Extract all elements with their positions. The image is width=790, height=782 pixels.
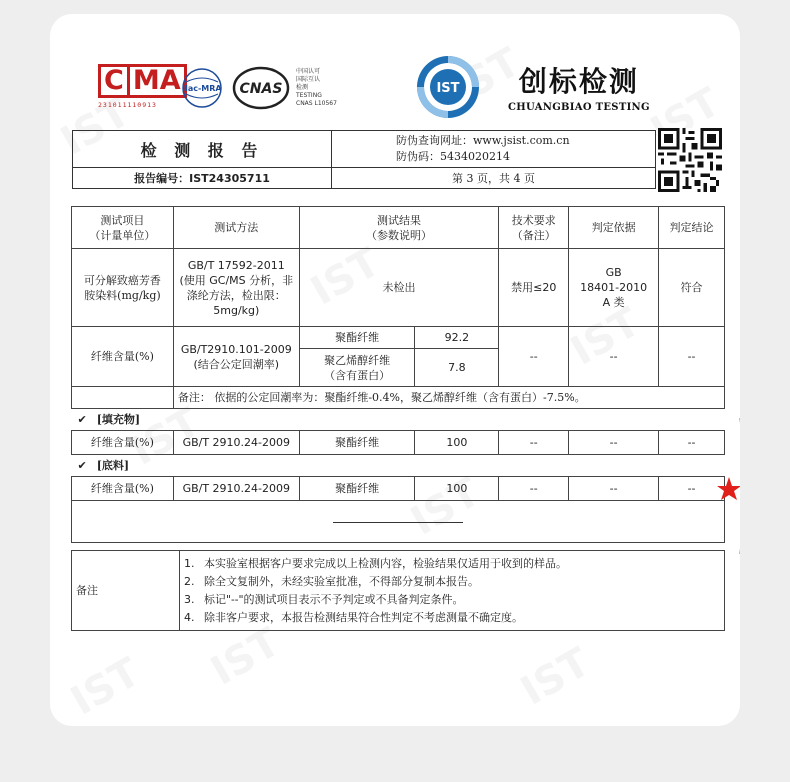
brand bbox=[508, 60, 650, 113]
list-item: 1. 本实验室根据客户要求完成以上检测内容，检验结果仅适用于收到的样品。 bbox=[184, 556, 567, 570]
cma-logo bbox=[98, 64, 181, 109]
section-row-base bbox=[72, 455, 725, 477]
fiber-name-cell: 聚乙烯醇纤维 （含有蛋白） bbox=[299, 349, 415, 387]
cnas-accreditation-text: 中国认可 国际互认 检测 TESTING CNAS L10567 bbox=[296, 68, 337, 107]
check-icon: ✔ bbox=[77, 459, 87, 472]
table-row bbox=[72, 327, 725, 349]
fiber-name-cell: 聚酯纤维 bbox=[299, 431, 415, 455]
item-cell: 可分解致癌芳香 胺染料(mg/kg) bbox=[72, 249, 174, 327]
table-note-row bbox=[72, 387, 725, 409]
check-icon: ✔ bbox=[77, 413, 87, 426]
basis-cell: GB 18401-2010 A 类 bbox=[569, 249, 659, 327]
result-cell: 未检出 bbox=[299, 249, 499, 327]
item-cell: 纤维含量(%) bbox=[72, 477, 174, 501]
conclusion-cell: 符合 bbox=[659, 249, 725, 327]
section-label: [底料] bbox=[96, 459, 130, 472]
anti-counterfeit-info bbox=[332, 131, 655, 167]
cma-letter-ma: MA bbox=[130, 64, 187, 98]
fiber-name-cell: 聚酯纤维 bbox=[299, 327, 415, 349]
table-header-row bbox=[72, 207, 725, 249]
fiber-value-cell: 100 bbox=[415, 477, 499, 501]
test-results-table bbox=[71, 206, 725, 543]
report-card bbox=[50, 14, 740, 726]
ilac-mra-logo bbox=[178, 68, 226, 108]
requirement-cell: -- bbox=[499, 477, 569, 501]
method-cell: GB/T 2910.24-2009 bbox=[173, 431, 299, 455]
table-row bbox=[72, 477, 725, 501]
cnas-text: CNAS bbox=[239, 81, 283, 97]
col-header-requirement: 技术要求 （备注） bbox=[499, 207, 569, 249]
basis-cell: -- bbox=[569, 477, 659, 501]
report-number: 报告编号：IST24305711 bbox=[73, 168, 332, 188]
list-item: 2. 除全文复制外，未经实验室批准，不得部分复制本报告。 bbox=[184, 574, 479, 588]
remarks-list bbox=[180, 551, 725, 631]
report-header bbox=[72, 130, 656, 189]
method-cell: GB/T 17592-2011 (使用 GC/MS 分析，非 涤纶方法，检出限： 5mg/kg) bbox=[173, 249, 299, 327]
ilac-text: ilac-MRA bbox=[182, 84, 222, 93]
brand-name-en: CHUANGBIAO TESTING bbox=[508, 102, 650, 113]
list-item: 4. 除非客户要求，本报告检测结果符合性判定不考虑测量不确定度。 bbox=[184, 610, 523, 624]
col-header-method: 测试方法 bbox=[173, 207, 299, 249]
basis-cell: -- bbox=[569, 431, 659, 455]
cma-letter-c: C bbox=[98, 64, 130, 98]
stamp-star-icon bbox=[716, 476, 740, 502]
item-cell: 纤维含量(%) bbox=[72, 327, 174, 387]
conclusion-cell: -- bbox=[659, 431, 725, 455]
fiber-note: 备注： 依据的公定回潮率为：聚酯纤维-0.4%，聚乙烯醇纤维（含有蛋白）-7.5%。 bbox=[173, 387, 724, 409]
report-title: 检 测 报 告 bbox=[73, 131, 332, 167]
end-line bbox=[333, 522, 463, 523]
watermark bbox=[63, 649, 147, 724]
ist-logo bbox=[415, 54, 481, 120]
fiber-name-cell: 聚酯纤维 bbox=[299, 477, 415, 501]
anti-counterfeit-code: 防伪码：5434020214 bbox=[396, 150, 510, 163]
requirement-cell: -- bbox=[499, 431, 569, 455]
col-header-result: 测试结果 （参数说明） bbox=[299, 207, 499, 249]
page-info: 第 3 页，共 4 页 bbox=[452, 172, 535, 185]
cma-code: 231011110913 bbox=[98, 101, 157, 109]
brand-name-cn: 创标检测 bbox=[518, 65, 639, 98]
qr-code bbox=[658, 128, 722, 192]
remarks-table bbox=[71, 550, 725, 631]
section-row-filling bbox=[72, 409, 725, 431]
fiber-value-cell: 7.8 bbox=[415, 349, 499, 387]
table-row bbox=[72, 431, 725, 455]
item-cell: 纤维含量(%) bbox=[72, 431, 174, 455]
ist-logo-text: IST bbox=[436, 81, 460, 96]
col-header-conclusion: 判定结论 bbox=[659, 207, 725, 249]
requirement-cell: 禁用≤20 bbox=[499, 249, 569, 327]
cnas-logo bbox=[232, 66, 290, 110]
fiber-value-cell: 100 bbox=[415, 431, 499, 455]
method-cell: GB/T 2910.24-2009 bbox=[173, 477, 299, 501]
col-header-basis: 判定依据 bbox=[569, 207, 659, 249]
fiber-value-cell: 92.2 bbox=[415, 327, 499, 349]
remarks-label: 备注 bbox=[72, 551, 180, 631]
col-header-item: 测试项目 （计量单位） bbox=[72, 207, 174, 249]
conclusion-cell: -- bbox=[659, 327, 725, 387]
anti-counterfeit-url: 防伪查询网址：www.jsist.com.cn bbox=[396, 134, 570, 147]
method-cell: GB/T2910.101-2009 (结合公定回潮率) bbox=[173, 327, 299, 387]
end-marker-row bbox=[72, 501, 725, 543]
list-item: 3. 标记"--"的测试项目表示不予判定或不具备判定条件。 bbox=[184, 592, 464, 606]
basis-cell: -- bbox=[569, 327, 659, 387]
watermark bbox=[513, 639, 597, 714]
certification-logos bbox=[98, 64, 378, 122]
conclusion-cell: -- bbox=[659, 477, 725, 501]
requirement-cell: -- bbox=[499, 327, 569, 387]
section-label: [填充物] bbox=[96, 413, 141, 426]
table-row bbox=[72, 249, 725, 327]
